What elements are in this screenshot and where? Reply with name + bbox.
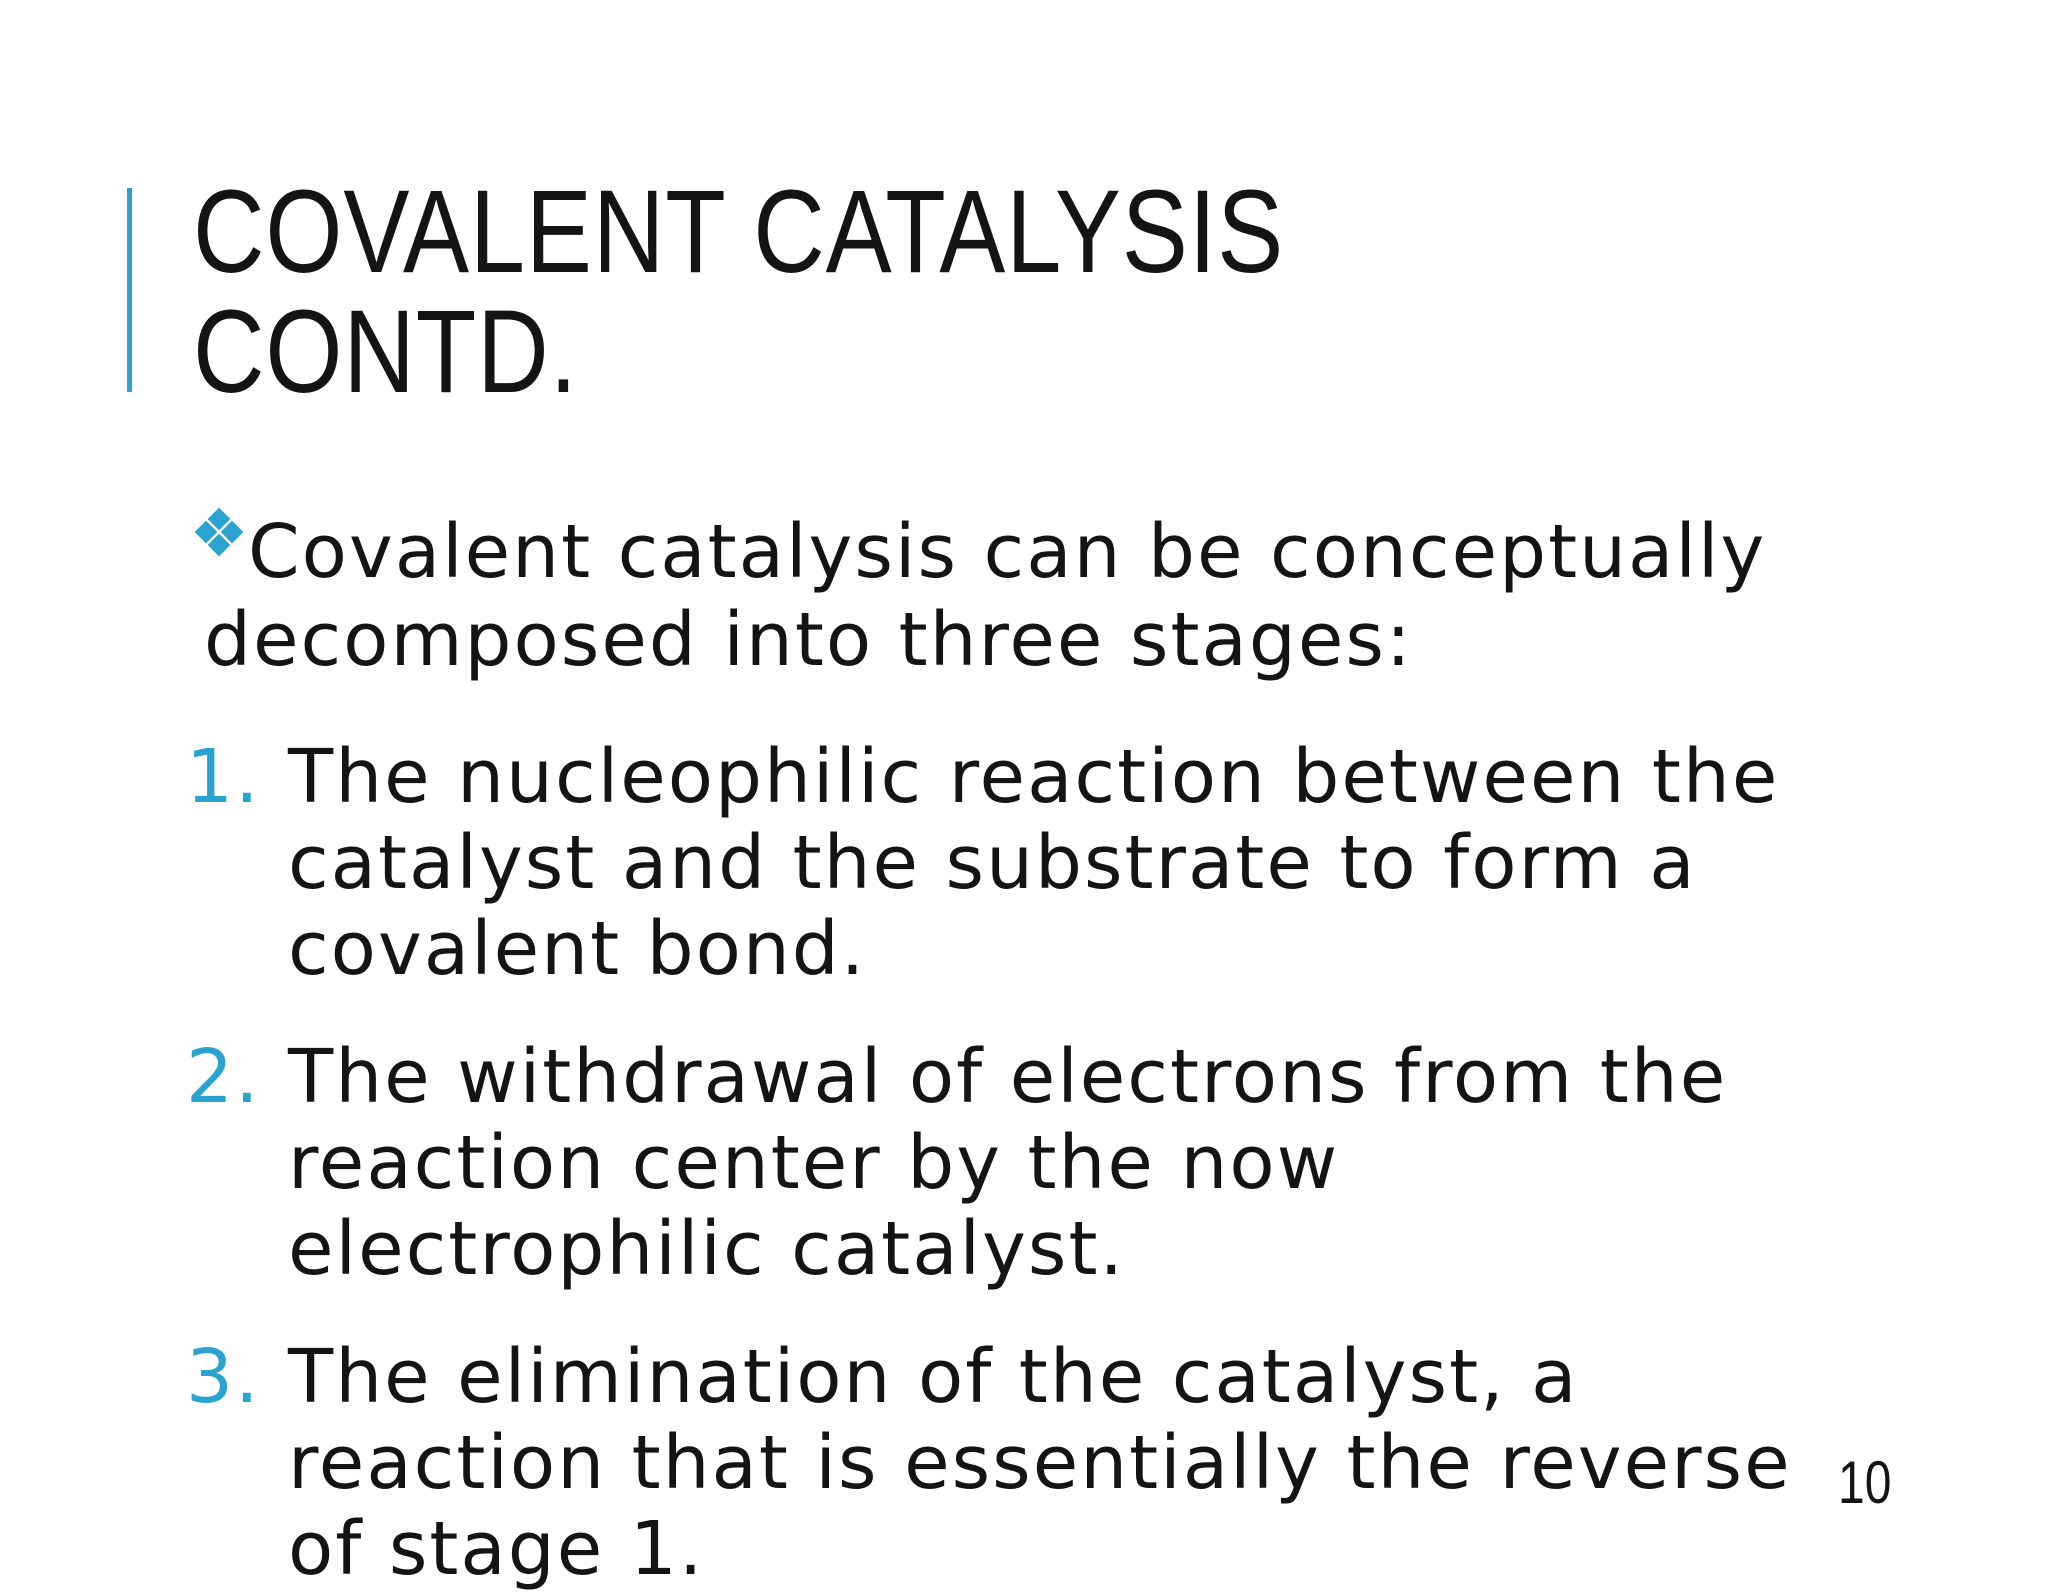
slide-title-line-1: COVALENT CATALYSIS: [193, 166, 1285, 298]
list-item-line: reaction that is essentially the reverse: [288, 1420, 1792, 1506]
list-item-line: covalent bond.: [288, 906, 867, 992]
list-item-text: [288, 1034, 1848, 1292]
list-item-text: [288, 1334, 1848, 1592]
page-number: 10: [1838, 1449, 1892, 1516]
intro-bullet: [190, 508, 1890, 684]
intro-line-2: decomposed into three stages:: [204, 597, 1413, 683]
list-item-number: 2.: [186, 1034, 261, 1120]
list-item-number: 1.: [186, 734, 261, 820]
list-item-line: electrophilic catalyst.: [288, 1206, 1125, 1292]
intro-line-1-wrap: [190, 508, 1890, 596]
list-item-text: [288, 734, 1848, 992]
list-item-line: catalyst and the substrate to form a: [288, 820, 1697, 906]
list-item-line: The withdrawal of electrons from the: [288, 1034, 1728, 1120]
list-item-line: The nucleophilic reaction between the: [288, 734, 1780, 820]
intro-line-1: Covalent catalysis can be conceptually: [248, 509, 1767, 595]
list-item-line: of stage 1.: [288, 1506, 705, 1592]
list-item-line: The elimination of the catalyst, a: [288, 1334, 1579, 1420]
list-item-number: 3.: [186, 1334, 261, 1420]
diamond-bullet-icon: [190, 511, 248, 569]
list-item-line: reaction center by the now: [288, 1120, 1340, 1206]
slide-title-line-2: CONTD.: [193, 286, 578, 418]
